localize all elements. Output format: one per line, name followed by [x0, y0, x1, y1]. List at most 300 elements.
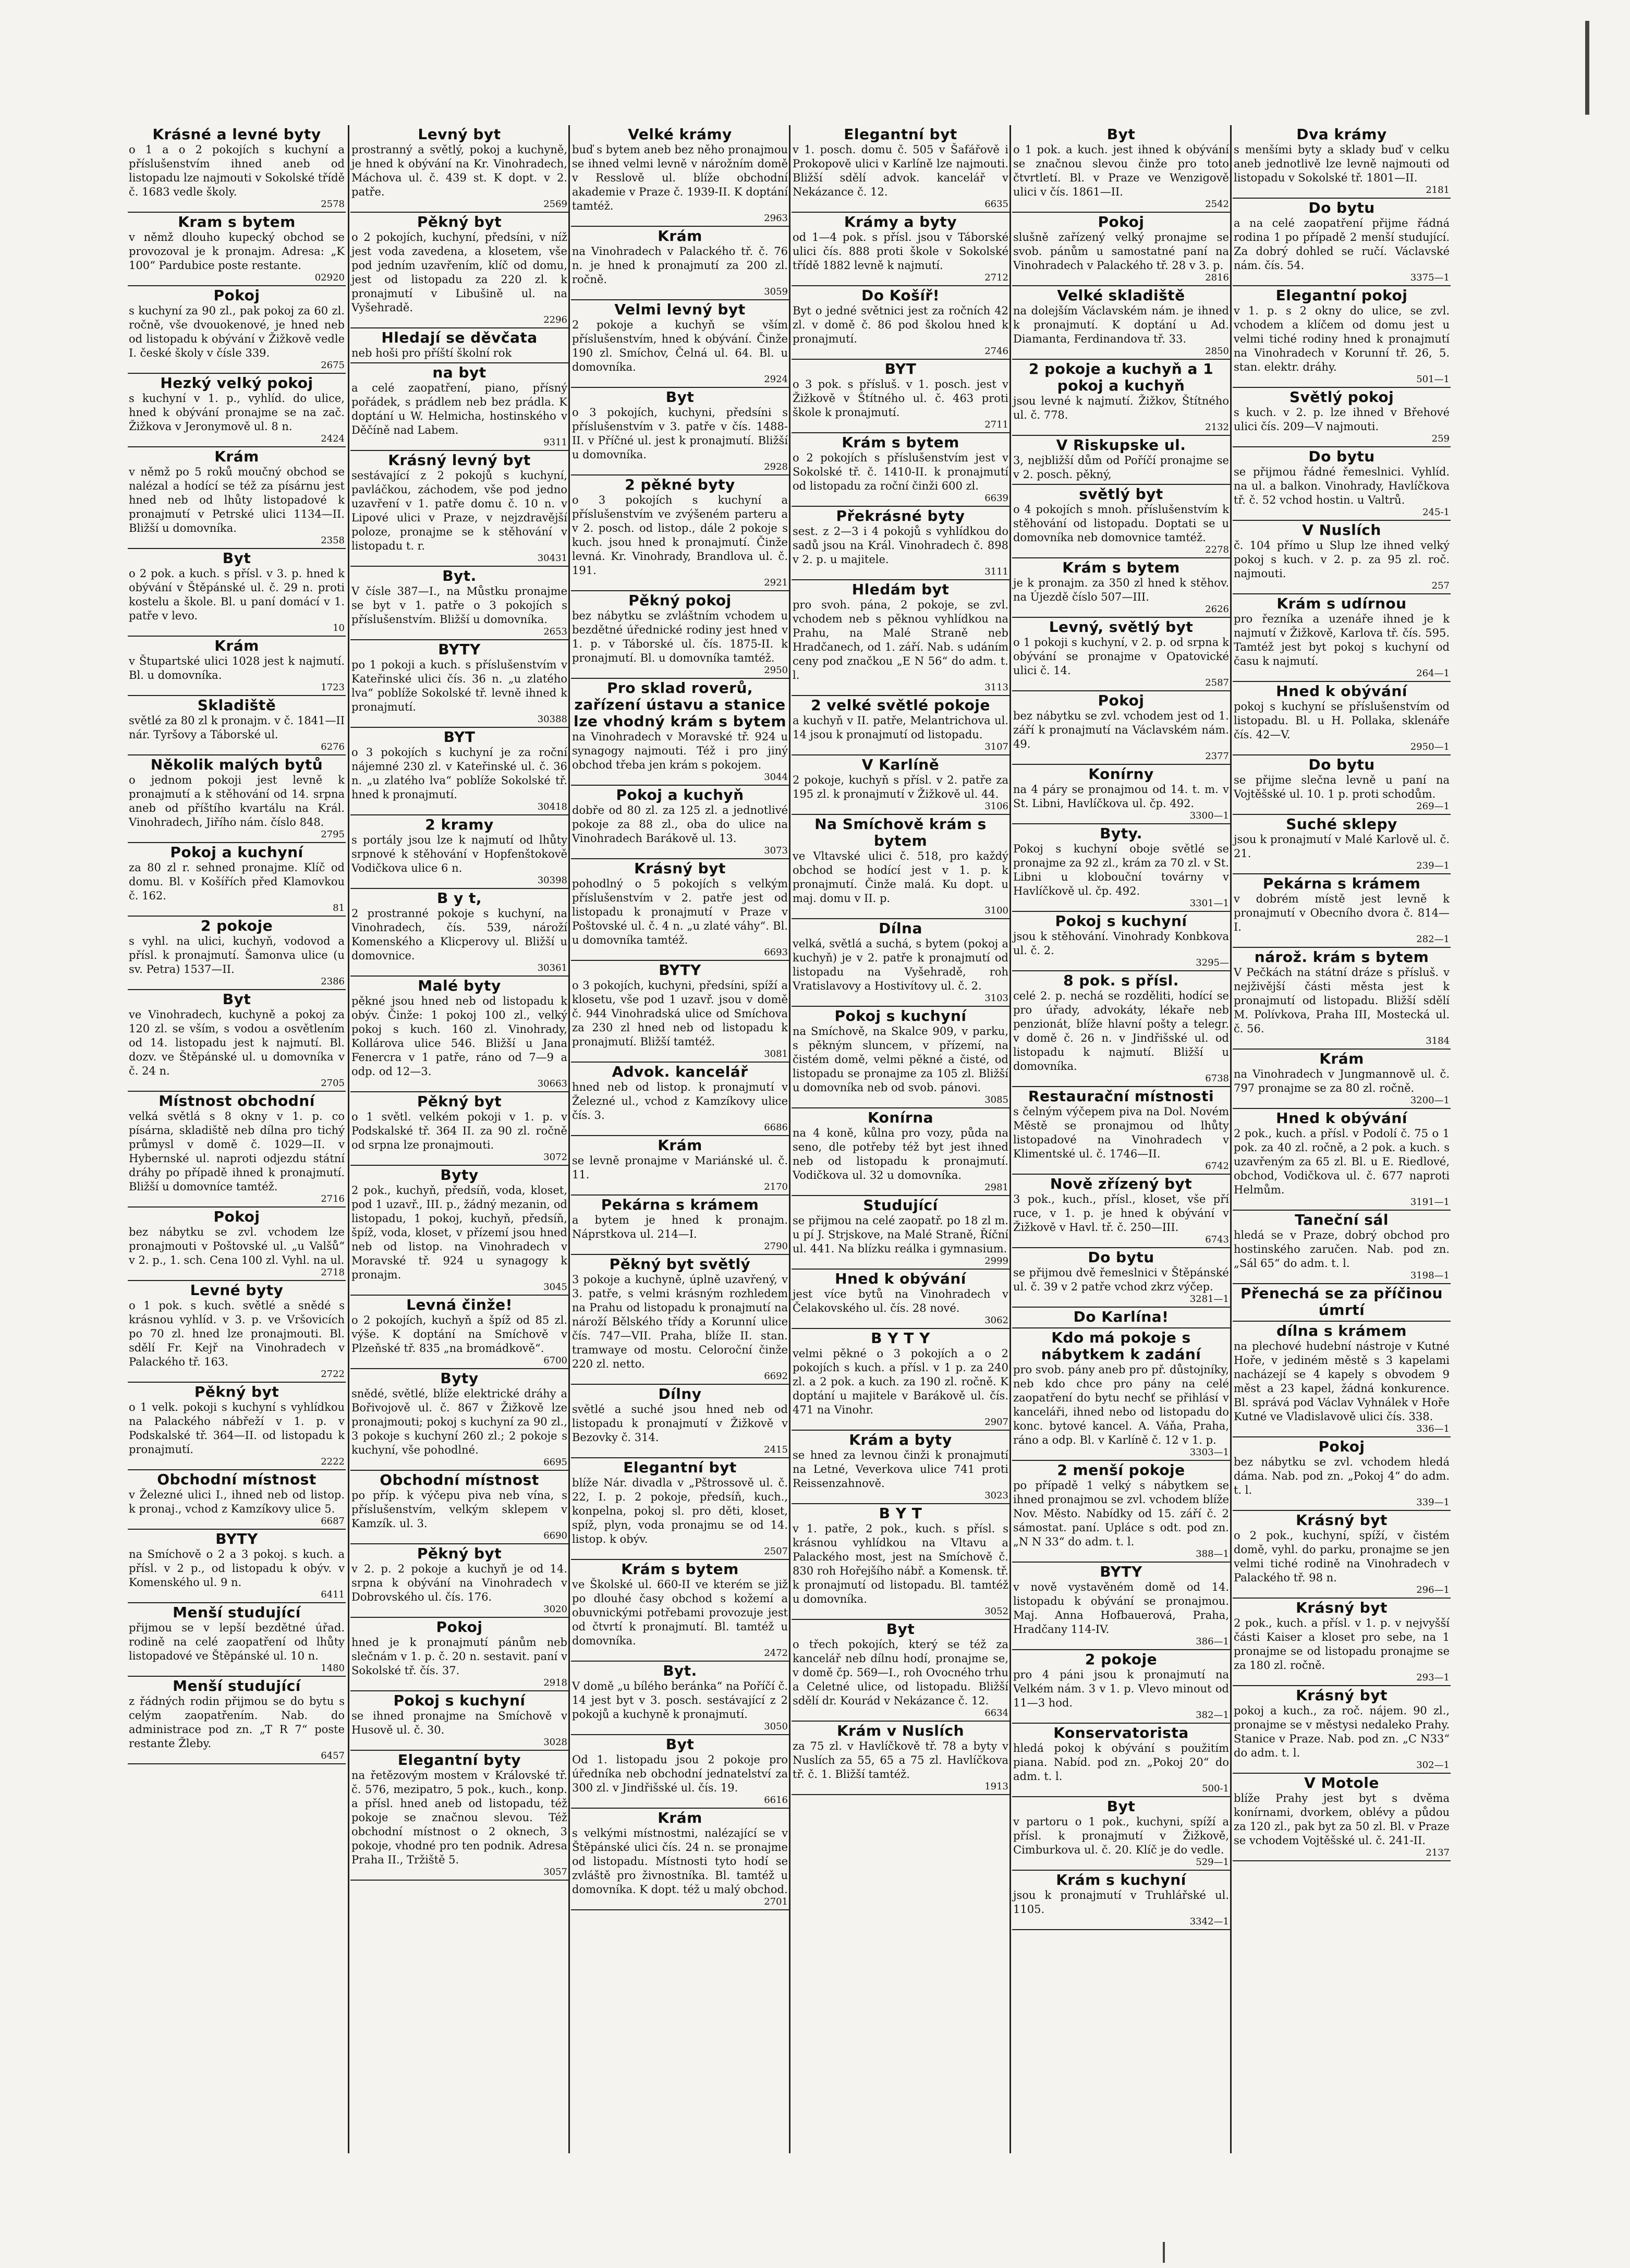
ad-text — [129, 392, 345, 444]
classified-ad — [1012, 691, 1230, 765]
ad-code: 81 — [333, 903, 345, 913]
ad-code: 30663 — [537, 1078, 567, 1089]
ad-text — [572, 877, 788, 958]
ad-code: 3062 — [984, 1315, 1008, 1326]
ad-body: 2 pokoje a kuchyň se vším příslušenstvím, hned k obývání. Činže 190 zl. Smíchov, Čelná ul. 64. Bl. u domovníka. — [572, 319, 788, 373]
ad-code: 3198—1 — [1410, 1270, 1450, 1281]
ad-code: 2790 — [764, 1241, 788, 1252]
ad-code: 6742 — [1205, 1161, 1229, 1172]
classified-ad — [1233, 1599, 1451, 1686]
classified-ad — [792, 360, 1009, 433]
ad-code: 269—1 — [1416, 801, 1450, 812]
ad-text — [1013, 503, 1229, 555]
ad-text — [1013, 1815, 1229, 1868]
ad-body: a kuchyň v II. patře, Melantrichova ul. 14 jsou k pronajmutí od listopadu. — [793, 714, 1008, 741]
ad-code: 2924 — [764, 374, 788, 385]
ad-code: 336—1 — [1416, 1423, 1450, 1434]
ad-title: Pěkný byt — [417, 1093, 502, 1110]
ad-title: Pokoj s kuchyní — [393, 1692, 526, 1709]
ad-body: o jednom pokoji jest levně k pronajmutí a k stěhování od 14. srpna aneb od příštího kvartálu na Král. Vinohradech, Jiřího nám. číslo 848. — [129, 774, 345, 828]
ad-title: Krám s bytem — [621, 1560, 739, 1578]
ad-text — [351, 746, 567, 812]
ad-title: Velké skladiště — [1057, 287, 1185, 304]
classified-ad — [1233, 1511, 1451, 1599]
ad-text — [1013, 230, 1229, 283]
ad-code: 6634 — [984, 1708, 1008, 1718]
ad-code: 2278 — [1205, 544, 1229, 555]
classified-ad — [571, 786, 789, 859]
ad-text — [129, 1299, 345, 1380]
ad-body: velmi pěkné o 3 pokojích a o 2 pokojích s kuch. a přísl. v 1 p. za 240 zl. a 2 pok. a kuch. za 190 zl. ročně. K doptání u majitele v Barákově ul. čís. 471 na Vinohr. — [793, 1347, 1008, 1416]
ad-code: 3028 — [543, 1737, 567, 1748]
ad-text — [351, 833, 567, 886]
classified-ad — [571, 475, 789, 591]
ad-text — [129, 861, 345, 913]
ad-text — [351, 346, 567, 360]
ad-title: Pěkný byt — [417, 213, 502, 230]
ad-body: V čísle 387—I., na Můstku pronajme se byt v 1. patře o 3 pokojích s příslušenstvím. Bližší u domovníka. — [351, 585, 567, 626]
classified-ad — [350, 1166, 568, 1296]
ad-code: 3059 — [764, 286, 788, 297]
ad-code: 2705 — [321, 1078, 345, 1089]
ad-title: Do bytu — [1088, 1249, 1154, 1266]
classified-ad — [1233, 1050, 1451, 1109]
ad-text — [129, 1694, 345, 1761]
ad-text — [1234, 833, 1450, 871]
ad-code: 2950 — [764, 665, 788, 676]
ad-title: Hezký velký pokoj — [160, 374, 313, 392]
classified-ad — [128, 1677, 346, 1764]
ad-body: snědé, světlé, blíže elektrické dráhy a Bořivojově ul. č. 867 v Žižkově lze pronajmouti; pokoj s kuchyní za 90 zl., 3 pokoje s kuchyní 260 zl.; 2 pokoje s kuchyní, vše pohodlné. — [351, 1387, 567, 1456]
ad-text — [129, 1400, 345, 1467]
ad-code: 6743 — [1205, 1234, 1229, 1245]
ad-code: 3044 — [764, 772, 788, 783]
ad-text — [1013, 1580, 1229, 1647]
ad-body: s portály jsou lze k najmutí od lhůty srpnové k stěhování v Hopfenštokově Vodičkova ulice 6 n. — [351, 834, 567, 874]
ad-body: pohodlný o 5 pokojích s velkým příslušenstvím v 2. patře jest od listopadu k pronajmutí v Praze v Poštovské ul. č. 4 n. „u zlaté váhy“. Bl. u domovníka tamtéž. — [572, 877, 788, 946]
ad-title: Byt — [886, 1620, 915, 1638]
ad-code: 30361 — [537, 962, 567, 973]
classified-ad — [128, 696, 346, 755]
ad-body: na Vinohradech v Moravské tř. 924 u synagogy najmouti. Též i pro jiný obchod třeba jen krám s pokojem. — [572, 730, 788, 771]
ad-title: Skladiště — [197, 697, 276, 714]
ad-title: Krásný byt — [1296, 1511, 1388, 1529]
ad-title: 2 pokoje a kuchyň a 1 pokoj a kuchyň — [1028, 360, 1214, 394]
classified-ad — [1233, 447, 1451, 521]
ad-text — [793, 230, 1008, 283]
ad-title: Konírny — [1088, 765, 1154, 783]
ad-body: v partoru o 1 pok., kuchyni, spíží a přísl. k pronajmutí v Žižkově, Cimburkova ul. č. 20. Klíč je do vedle. — [1013, 1815, 1229, 1856]
ad-text — [1013, 1741, 1229, 1794]
ad-title: Na Smíchově krám s bytem — [814, 815, 987, 849]
ad-title: 2 menší pokoje — [1057, 1461, 1185, 1479]
classified-ad — [1233, 1437, 1451, 1511]
classified-ad — [128, 843, 346, 917]
ad-text — [572, 1826, 788, 1907]
classified-ad — [1233, 125, 1451, 199]
ad-body: 3 pok., kuch., přísl., kloset, vše pří ruce, v 1. p. je hned k obývání v Žižkově v Havl. tř. č. 250—III. — [1013, 1193, 1229, 1234]
ad-text — [1234, 892, 1450, 945]
ad-code: 3301—1 — [1189, 898, 1229, 909]
ad-body: o 2 pokojích, kuchyní, předsíni, v níž jest voda zavedena, a klosetem, vše pod jedním uzavřením, klíč od domu, jest od listopadu za 220 zl. k pronajmutí v Libušině ul. na Vyšehradě. — [351, 231, 567, 314]
ad-title: Krásné a levné byty — [152, 126, 321, 143]
classified-ad — [350, 1092, 568, 1166]
classified-ad — [1233, 388, 1451, 447]
ad-text — [129, 465, 345, 546]
ad-body: o 1 a o 2 pokojích s kuchyní a příslušenstvím ihned aneb od listopadu lze najmouti v Sokolské třídě č. 1683 vedle školy. — [129, 143, 345, 198]
ad-body: na Smíchově, na Skalce 909, v parku, s pěkným sluncem, v přízemí, na čistém domě, velmi pěkné a čisté, od listopadu se pronajme za 105 zl. Bližší u domovníka neb od svob. pánovi. — [793, 1025, 1008, 1094]
ad-body: světlé a suché jsou hned neb od listopadu k pronajmutí v Žižkově v Bezovky č. 314. — [572, 1403, 788, 1444]
ad-text — [793, 1522, 1008, 1617]
classified-ad — [128, 1603, 346, 1677]
ad-code: 30388 — [537, 714, 567, 725]
classified-ad — [1012, 1650, 1230, 1724]
classified-ad — [571, 1560, 789, 1662]
ad-text — [351, 230, 567, 325]
ad-text — [793, 1025, 1008, 1105]
classified-ad — [128, 917, 346, 990]
scan-edge-mark — [1163, 2242, 1165, 2263]
ad-code: 9311 — [543, 437, 567, 448]
column-divider — [789, 125, 790, 2153]
ad-text — [572, 1679, 788, 1732]
classified-ad — [1012, 1461, 1230, 1563]
ad-body: za 80 zl r. sehned pronajme. Klíč od domu. Bl. v Košířích před Klamovkou č. 162. — [129, 861, 345, 902]
classified-ad — [792, 580, 1009, 696]
ad-text — [572, 1476, 788, 1557]
ad-code: 2170 — [764, 1181, 788, 1192]
classified-ad — [128, 990, 346, 1092]
classified-ad — [571, 1385, 789, 1458]
ad-title: Pokoj — [1098, 213, 1145, 230]
ad-title: B Y T — [879, 1505, 922, 1522]
classified-ad — [1233, 815, 1451, 874]
ad-body: se přijmou dvě řemeslnici v Štěpánské ul. č. 39 v 2 patře vchod zkrz výčep. — [1013, 1266, 1229, 1293]
ad-text — [793, 525, 1008, 577]
ad-title: Studující — [863, 1197, 938, 1214]
classified-ad — [350, 363, 568, 451]
ad-text — [572, 1213, 788, 1252]
ad-body: 2 pok., kuchyň, předsíň, voda, kloset, pod 1 uzavř., III. p., žádný mezanin, od listopadu, 1 pokoj, kuchyň, předsíň, špíž, voda, kloset, v přízemí jsou hned neb od listop. na Vinohradech v Moravské tř. 924 u synagogy k pronajm. — [351, 1184, 567, 1281]
ad-code: 3184 — [1426, 1035, 1450, 1046]
ad-code: 6695 — [543, 1457, 567, 1468]
ad-code: 3342—1 — [1189, 1916, 1229, 1927]
ad-body: s kuch. v 2. p. lze ihned v Břehové ulici čís. 209—V najmouti. — [1234, 406, 1450, 433]
ad-title: Pokoj — [213, 287, 260, 304]
ad-code: 239—1 — [1416, 860, 1450, 871]
classified-ad — [350, 213, 568, 328]
ad-text — [129, 934, 345, 987]
classified-ad — [1012, 436, 1230, 485]
ad-body: dobře od 80 zl. za 125 zl. a jednotlivé pokoje za 88 zl., oba do ulice na Vinohradech Barákově ul. 13. — [572, 804, 788, 845]
ad-body: o 1 velk. pokoji s kuchyní s vyhlídkou na Palackého nábřeží v 1. p. v Podskalské tř. 364—II. od listopadu k pronajmutí. — [129, 1401, 345, 1456]
ad-code: 2675 — [321, 360, 345, 371]
ad-body: s čelným výčepem piva na Dol. Novém Městě se pronajmou od lhůty listopadové na Vinohradech v Klimentské ul. č. 1746—II. — [1013, 1105, 1229, 1160]
ad-code: 2137 — [1426, 1847, 1450, 1858]
ad-title: Elegantní byt — [844, 126, 957, 143]
ad-title: Krám s bytem — [842, 434, 959, 451]
classified-ad — [1012, 1308, 1230, 1328]
ad-body: se hned za levnou činži k pronajmutí na Letné, Veverkova ulice 741 proti Reissenzahnově. — [793, 1449, 1008, 1490]
ad-code: 2569 — [543, 199, 567, 210]
ad-body: pokoj s kuchyní se příslušenstvím od listopadu. Bl. u H. Pollaka, sklenáře čís. 42—V. — [1234, 700, 1450, 741]
ad-title: Byt — [222, 991, 251, 1008]
ad-text — [1234, 304, 1450, 385]
ad-code: 3020 — [543, 1604, 567, 1615]
ad-code: 30398 — [537, 875, 567, 886]
ad-title: Krám — [1319, 1050, 1364, 1067]
ad-title: 2 pěkné byty — [625, 476, 735, 493]
ad-text — [1013, 989, 1229, 1084]
ad-body: V domě „u bílého beránka“ na Poříčí č. 14 jest byt v 3. posch. sestávající z 2 pokojů a kuchyně k pronajmutí. — [572, 1680, 788, 1721]
ad-title: V Karlíně — [861, 756, 940, 773]
classified-ad — [792, 815, 1009, 919]
ad-title: Překrásné byty — [836, 507, 965, 525]
classified-ad — [1233, 286, 1451, 388]
ad-title: V Nuslích — [1302, 521, 1381, 539]
ad-title: Pokoj — [213, 1208, 260, 1225]
ad-text — [1013, 576, 1229, 615]
classified-ad — [128, 1281, 346, 1383]
ad-code: 3057 — [543, 1867, 567, 1877]
ad-text — [1234, 406, 1450, 444]
ad-text — [1234, 700, 1450, 752]
ad-text — [351, 143, 567, 210]
ad-code: 6690 — [543, 1530, 567, 1541]
classified-ad — [350, 889, 568, 977]
ad-code: 2386 — [321, 976, 345, 987]
ad-body: č. 104 přímo u Slup lze ihned velký pokoj s kuch. v 2. p. za 95 zl. roč. najmouti. — [1234, 539, 1450, 580]
ad-text — [1013, 394, 1229, 433]
ad-text — [1013, 783, 1229, 821]
classified-ad — [128, 637, 346, 696]
ad-code: 2712 — [984, 272, 1008, 283]
ad-body: se přijme slečna levně u paní na Vojtěšské ul. 10. 1 p. proti schodům. — [1234, 774, 1450, 800]
classified-ad — [128, 213, 346, 286]
ad-text — [129, 773, 345, 840]
ad-text — [351, 1562, 567, 1615]
ad-body: pokoj a kuch., za roč. nájem. 90 zl., pronajme se v městysi nedaleko Prahy. Stanice v Praze. Nab. pod zn. „C N33“ do adm. t. l. — [1234, 1704, 1450, 1759]
column-2 — [350, 125, 568, 2153]
classified-ad — [128, 1092, 346, 1208]
column-divider — [568, 125, 570, 2153]
ad-title: Několik malých bytů — [150, 756, 323, 773]
column-6 — [1233, 125, 1451, 2153]
classified-ad — [792, 286, 1009, 360]
ad-text — [793, 937, 1008, 1004]
classified-ad — [128, 286, 346, 374]
ad-text — [351, 381, 567, 448]
ad-text — [129, 654, 345, 693]
ad-title: Nově zřízený byt — [1050, 1175, 1193, 1192]
ad-title: Byt — [222, 550, 251, 567]
ad-body: jest více bytů na Vinohradech v Čelakovského ul. čís. 28 nové. — [793, 1288, 1008, 1314]
ad-text — [1234, 1228, 1450, 1281]
classified-ad — [350, 1691, 568, 1751]
ad-title: Elegantní byty — [397, 1751, 521, 1769]
ad-text — [793, 1347, 1008, 1428]
ad-code: 3100 — [984, 905, 1008, 916]
ad-code: 264—1 — [1416, 668, 1450, 679]
ad-title: Byt — [1106, 126, 1136, 143]
ad-code: 6616 — [764, 1795, 788, 1806]
ad-code: 3081 — [764, 1048, 788, 1059]
classified-ad — [1012, 360, 1230, 436]
ad-code: 2507 — [764, 1546, 788, 1557]
ad-body: o 2 pok. a kuch. s přísl. v 3. p. hned k obývání v Štěpánské ul. č. 29 n. proti kostelu a škole. Bl. u paní domácí v 1. patře v levo. — [129, 567, 345, 622]
ad-code: 2999 — [984, 1255, 1008, 1266]
ad-title: Krám s kuchyní — [1056, 1871, 1186, 1888]
ad-title: BYT — [443, 728, 476, 746]
ad-code: 6738 — [1205, 1073, 1229, 1084]
classified-ad — [128, 447, 346, 549]
ad-body: o 1 světl. velkém pokoji v 1. p. v Podskalské tř. 364 II. za 90 zl. ročně od srpna lze pronajmouti. — [351, 1111, 567, 1151]
ad-code: 388—1 — [1196, 1548, 1229, 1559]
ad-code: 3107 — [984, 741, 1008, 752]
ad-code: 302—1 — [1416, 1760, 1450, 1771]
classified-ad — [792, 1108, 1009, 1196]
ad-title: Hledám byt — [852, 581, 950, 598]
ad-code: 3103 — [984, 993, 1008, 1004]
ad-title: Hned k obývání — [1276, 1109, 1407, 1127]
classified-ad — [350, 977, 568, 1092]
classified-ad — [571, 1196, 789, 1255]
ad-code: 282—1 — [1416, 934, 1450, 945]
ad-text — [1013, 1192, 1229, 1245]
ad-text — [351, 469, 567, 564]
ad-text — [351, 1110, 567, 1163]
ad-text — [572, 245, 788, 297]
ad-body: a celé zaopatření, piano, přísný pořádek, s prádlem neb bez prádla. K doptání u W. Helmicha, hostinského v Děčíně nad Labem. — [351, 382, 567, 436]
ad-body: jsou k stěhování. Vinohrady Konbkova ul. č. 2. — [1013, 930, 1229, 957]
ad-text — [572, 406, 788, 472]
ad-body: blíže Nár. divadla v „Pštrossově ul. č. 22, I. p. 2 pokoje, předsíň, kuch., konpelna, pokoj sl. pro děti, kloset, spíž, plyn, voda pronajmu se od 14. listop. k obýv. — [572, 1477, 788, 1545]
ad-title: Do bytu — [1308, 199, 1375, 216]
ad-title: Elegantní byt — [623, 1459, 737, 1476]
classified-ad — [571, 300, 789, 388]
ad-code: 6692 — [764, 1371, 788, 1382]
ad-code: 3303—1 — [1189, 1447, 1229, 1458]
ad-code: 6276 — [321, 741, 345, 752]
ad-title: BYTY — [1100, 1563, 1142, 1580]
ad-title: 8 pok. s přísl. — [1063, 972, 1179, 989]
ad-text — [351, 1636, 567, 1688]
ad-title: Pokoj s kuchyní — [1055, 912, 1187, 930]
classified-ad — [1233, 948, 1451, 1050]
ad-text — [351, 1769, 567, 1877]
classified-ad — [571, 227, 789, 300]
ad-body: hned je k pronajmutí pánům neb slečnám v 1. p. č. 20 n. sestavit. paní v Sokolské tř. čís. 37. — [351, 1636, 567, 1677]
ad-body: 2 prostranné pokoje s kuchyní, na Vinohradech, čís. 539, nároží Komenského a Klicperovy ul. Bližší u domovnice. — [351, 907, 567, 962]
ad-body: o 3 pok. s přísluš. v 1. posch. jest v Žižkově v Štítného ul. č. 463 proti škole k pronajmutí. — [793, 378, 1008, 419]
classified-ad — [1012, 1175, 1230, 1248]
classified-ad — [128, 374, 346, 447]
classified-ad — [792, 1722, 1009, 1795]
ad-title: světlý byt — [1079, 485, 1163, 503]
ad-text — [1234, 612, 1450, 679]
ad-body: se ihned pronajme na Smíchově v Husově ul. č. 30. — [351, 1710, 567, 1736]
ad-code: 3191—1 — [1410, 1197, 1450, 1208]
classified-ad — [1012, 1797, 1230, 1871]
classified-ad — [792, 433, 1009, 507]
ad-body: hledá se v Praze, dobrý obchod pro hostinského zaručen. Nab. pod zn. „Sál 65“ do adm. t. l. — [1234, 1229, 1450, 1270]
ad-code: 2907 — [984, 1417, 1008, 1428]
ad-title: Krámy a byty — [844, 213, 957, 230]
ad-title: Suché sklepy — [1286, 815, 1397, 833]
ad-code: 6457 — [321, 1750, 345, 1761]
ad-body: s velkými místnostmi, nalézající se v Štěpánské ulici čís. 24 n. se pronajme od listopadu. Místnosti tyto hodí se zvláště pro živnostníka. Bl. tamtéž u domovníka. K dopt. též u malý obchod. — [572, 1827, 788, 1896]
ad-title: Byt — [1106, 1798, 1136, 1815]
ad-text — [793, 304, 1008, 357]
ad-body: 2 pokoje, kuchyň s přísl. v 2. patře za 195 zl. k pronajmutí v Žižkově ul. 44. — [793, 774, 1008, 800]
ad-body: bez nábytku se zvláštním vchodem u bezdětné úřednické rodiny jest hned v 1. p. v Táborské ul. čís. 1875-II. k pronajmutí. Bl. u domovníka tamtéž. — [572, 609, 788, 664]
ad-body: v 1. posch. domu č. 505 v Šafářově i Prokopově ulici v Karlíně lze najmouti. Bližší sdělí advok. kancelář v Nekázance č. 12. — [793, 143, 1008, 198]
ad-text — [1013, 1266, 1229, 1304]
ad-text — [1013, 454, 1229, 482]
ad-title: Krásný byt — [1296, 1599, 1388, 1616]
classified-ad — [350, 1471, 568, 1544]
ad-title: Dílna — [879, 920, 922, 937]
ad-body: hledá pokoj k obývání s použitím piana. Nabíd. pod zn. „Pokoj 20“ do adm. t. l. — [1013, 1742, 1229, 1783]
classified-ad — [350, 1369, 568, 1471]
ad-text — [572, 979, 788, 1059]
classified-ad — [1012, 485, 1230, 558]
ad-code: 3200—1 — [1410, 1095, 1450, 1106]
ad-text — [351, 1489, 567, 1541]
ad-title: Světlý pokoj — [1289, 388, 1394, 406]
ad-code: 6639 — [984, 493, 1008, 504]
ad-text — [572, 1154, 788, 1192]
ad-title: Restaurační místnosti — [1028, 1088, 1214, 1105]
classified-ad — [1012, 558, 1230, 618]
ad-code: 6700 — [543, 1355, 567, 1366]
classified-ad — [128, 1383, 346, 1470]
classified-ad — [792, 1196, 1009, 1270]
ad-body: blíže Prahy jest byt s dvěma konírnami, dvorkem, oblévy a půdou za 120 zl., pak byt za 50 zl. Bl. v Praze se vchodem Vojtěšské ul. č. 241-II. — [1234, 1792, 1450, 1847]
ad-text — [572, 1080, 788, 1133]
classified-ad — [792, 213, 1009, 286]
ad-body: o 4 pokojích s mnoh. příslušenstvím k stěhování od listopadu. Doptati se u domovníka neb domovnice tamtéž. — [1013, 503, 1229, 544]
ad-code: 2626 — [1205, 604, 1229, 615]
classified-ad — [792, 1620, 1009, 1722]
ad-body: o 2 pok., kuchyní, spíží, v čistém domě, vyhl. do parku, pronajme se jen velmi tiché rodině na Vinohradech v Palackého tř. 98 n. — [1234, 1529, 1450, 1584]
ad-title: Kram s bytem — [178, 213, 296, 230]
ad-code: 2816 — [1205, 272, 1229, 283]
ad-title: BYTY — [438, 641, 481, 658]
ad-title: dílna s krámem — [1276, 1322, 1407, 1339]
ad-title: Pěkný byt — [417, 1545, 502, 1562]
ad-title: BYTY — [659, 961, 701, 979]
ad-title: Hned k obývání — [1276, 682, 1407, 700]
ad-title: 2 velké světlé pokoje — [811, 697, 990, 714]
ad-text — [572, 730, 788, 783]
ad-code: 2296 — [543, 314, 567, 325]
ad-title: Byt. — [442, 567, 477, 584]
ad-text — [1013, 709, 1229, 762]
ad-title: Menší studující — [173, 1677, 301, 1694]
ad-title: Hledají se děvčata — [381, 329, 538, 346]
ad-body: po případě 1 velký s nábytkem se ihned pronajmou se zvl. vchodem blíže Nov. Město. Nabídky od 15. září č. 2 sámostat. paní. Upláce s odt. pod zn. „N N 33“ do adm. t. l. — [1013, 1479, 1229, 1548]
ad-body: pro svoh. pána, 2 pokoje, se zvl. vchodem neb s pěknou vyhlídkou na Prahu, na Malé Straně neb Hradčanech, od 1. září. Nab. s udáním ceny pod značkou „E N 56“ do adm. t. l. — [793, 599, 1008, 681]
ad-title: Kdo má pokoje s nábytkem k zadání — [1041, 1329, 1201, 1363]
ad-code: 2358 — [321, 535, 345, 546]
ad-code: 293—1 — [1416, 1672, 1450, 1683]
ad-text — [1234, 143, 1450, 196]
classified-ad — [350, 1751, 568, 1881]
ad-code: 3085 — [984, 1094, 1008, 1105]
ad-title: Krám — [658, 227, 702, 245]
ad-title: Pokoj — [436, 1618, 483, 1636]
